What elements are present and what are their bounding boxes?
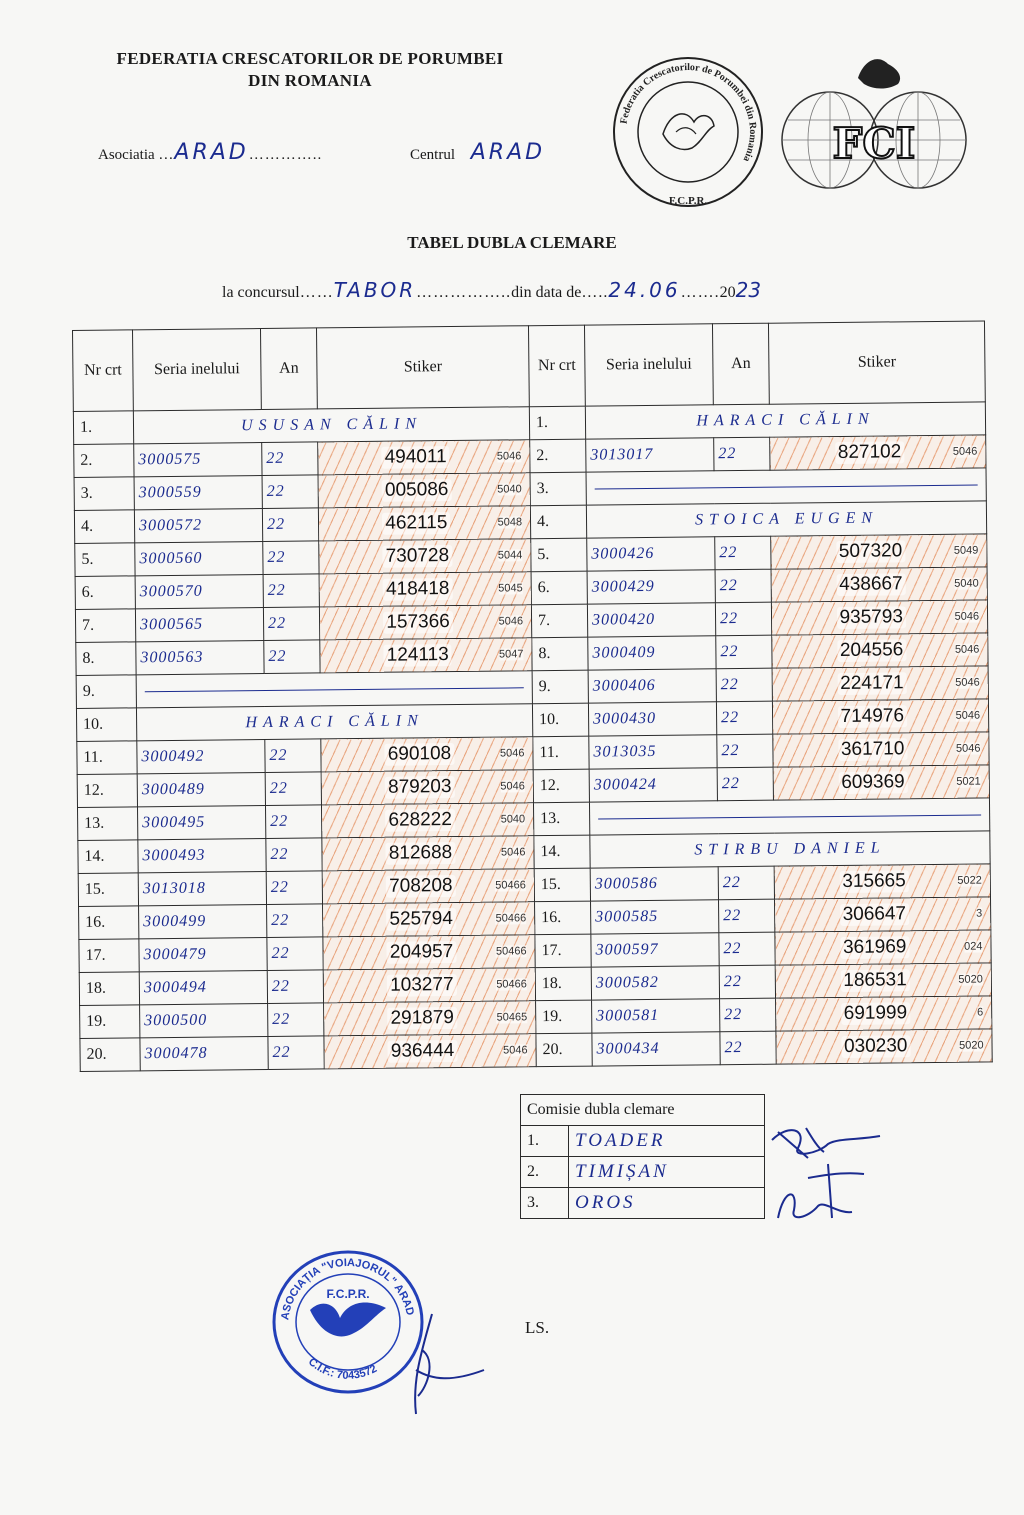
ring-year: 22 xyxy=(719,965,775,999)
sticker-code: 5021 xyxy=(956,775,981,788)
ring-series: 3000586 xyxy=(590,867,718,901)
sticker-number: 224171 xyxy=(837,672,907,695)
stamp-middle-text: F.C.P.R. xyxy=(326,1287,370,1301)
ring-series: 3000494 xyxy=(139,970,267,1004)
sticker-cell xyxy=(322,869,534,904)
commission-nr: 1. xyxy=(521,1126,569,1157)
asociatia-label: Asociatia xyxy=(98,147,155,163)
ring-year: 22 xyxy=(264,640,320,674)
header-stiker-left: Stiker xyxy=(316,326,529,409)
row-number: 16. xyxy=(79,906,139,940)
owner-name: STOICA EUGEN xyxy=(586,501,986,538)
sticker-number: 936444 xyxy=(388,1040,458,1063)
owner-name: HARACI CĂLIN xyxy=(585,402,985,439)
ring-series: 3013018 xyxy=(138,871,266,905)
contest-value: TABOR xyxy=(333,278,417,302)
ring-series: 3000560 xyxy=(135,542,263,576)
ring-series: 3000597 xyxy=(591,933,719,967)
ring-series: 3000434 xyxy=(592,1032,720,1066)
sticker-code: 5046 xyxy=(955,709,981,722)
row-number: 6. xyxy=(75,576,135,610)
row-number: 5. xyxy=(75,543,135,577)
ring-series: 3000575 xyxy=(134,443,262,477)
owner-name: USUSAN CĂLIN xyxy=(133,407,529,444)
sticker-code: 3 xyxy=(975,907,983,920)
ring-series: 3000565 xyxy=(135,608,263,642)
president-signature xyxy=(392,1310,492,1420)
row-number: 9. xyxy=(532,670,588,704)
row-number: 1. xyxy=(73,411,133,445)
ring-year: 22 xyxy=(716,635,772,669)
owner-name: STIRBU DANIEL xyxy=(590,831,990,868)
sticker-number: 361710 xyxy=(838,738,908,761)
sticker-cell xyxy=(319,539,531,574)
sticker-code: 5020 xyxy=(958,973,983,986)
header-an-left: An xyxy=(260,328,317,410)
row-number: 19. xyxy=(80,1005,140,1039)
row-number: 4. xyxy=(530,505,586,539)
sticker-cell xyxy=(323,935,535,970)
sticker-cell xyxy=(324,1034,536,1069)
sticker-cell xyxy=(772,699,988,734)
header-nr-left: Nr crt xyxy=(73,330,134,412)
sticker-number: 525794 xyxy=(386,908,456,931)
sticker-code: 50465 xyxy=(496,1011,528,1024)
commission-row xyxy=(521,1188,765,1219)
ring-year: 22 xyxy=(268,1036,324,1070)
sticker-code: 5040 xyxy=(500,813,526,826)
sticker-cell xyxy=(318,506,530,541)
sticker-code: 50466 xyxy=(496,978,527,991)
commission-row xyxy=(521,1157,765,1188)
sticker-number: 507320 xyxy=(836,540,906,563)
sticker-number: 714976 xyxy=(837,705,907,728)
ring-year: 22 xyxy=(267,937,323,971)
header-seria-left: Seria inelului xyxy=(133,329,262,411)
row-number: 15. xyxy=(534,868,590,902)
row-number: 20. xyxy=(80,1038,140,1072)
row-number: 17. xyxy=(535,934,591,968)
row-number: 19. xyxy=(536,1000,592,1034)
stamp-bottom-text: C.I.F.: 7043572 xyxy=(305,1355,379,1382)
sticker-number: 494011 xyxy=(382,446,450,469)
sticker-number: 462115 xyxy=(382,512,450,535)
sticker-number: 812688 xyxy=(386,842,456,865)
sticker-cell xyxy=(318,473,530,508)
ring-year: 22 xyxy=(719,932,775,966)
sticker-code: 5049 xyxy=(953,544,979,557)
commission-name: OROS xyxy=(569,1188,765,1219)
commission-name: TIMIȘAN xyxy=(569,1157,765,1188)
ring-year: 22 xyxy=(718,866,774,900)
ring-year: 22 xyxy=(714,437,770,471)
ring-series: 3000559 xyxy=(134,476,262,510)
centrul-value: ARAD xyxy=(470,140,546,165)
sticker-cell xyxy=(319,572,531,607)
ring-year: 22 xyxy=(720,1031,776,1065)
ring-year: 22 xyxy=(267,904,323,938)
sticker-number: 361969 xyxy=(840,936,910,959)
sticker-number: 418418 xyxy=(383,578,453,601)
stamp-top-text: ASOCIAȚIA "VOIAJORUL" ARAD xyxy=(279,1256,417,1321)
ring-series: 3000582 xyxy=(591,966,719,1000)
row-number: 8. xyxy=(76,642,136,676)
sticker-number: 204957 xyxy=(387,941,457,964)
ring-year: 22 xyxy=(265,739,321,773)
sticker-code: 50466 xyxy=(495,945,527,958)
centrul-label: Centrul xyxy=(410,147,455,163)
sticker-number: 315665 xyxy=(839,870,909,893)
sticker-cell xyxy=(771,600,987,635)
fci-text: FCI xyxy=(832,119,916,168)
ring-series: 3000420 xyxy=(587,603,715,637)
commission-nr: 3. xyxy=(521,1188,569,1219)
ring-series: 3000570 xyxy=(135,575,263,609)
ring-series: 3000493 xyxy=(138,838,266,872)
sticker-code: 5046 xyxy=(954,643,980,656)
sticker-cell xyxy=(775,963,991,998)
sticker-code: 5046 xyxy=(954,610,980,623)
sticker-number: 628222 xyxy=(385,809,455,832)
row-number: 6. xyxy=(531,571,587,605)
sticker-number: 030230 xyxy=(841,1035,911,1058)
ring-series: 3000426 xyxy=(587,537,715,571)
row-number: 3. xyxy=(74,477,134,511)
sticker-code: 5020 xyxy=(958,1039,984,1052)
ring-series: 3000563 xyxy=(136,641,264,675)
ring-year: 22 xyxy=(715,569,771,603)
row-number: 11. xyxy=(533,736,589,770)
header-nr-right: Nr crt xyxy=(528,325,585,407)
contest-label: la concursul xyxy=(222,284,300,301)
year-suffix: 23 xyxy=(735,278,762,302)
header-stiker-right: Stiker xyxy=(768,321,985,404)
ring-year: 22 xyxy=(262,442,318,476)
fcpr-ring-text: Federatia Crescatorilor de Porumbei din Romania xyxy=(618,61,759,164)
ring-year: 22 xyxy=(267,970,323,1004)
sticker-code: 5045 xyxy=(498,582,523,595)
double-clamping-table xyxy=(72,320,993,1072)
sticker-code: 5046 xyxy=(499,747,525,760)
blank-row-line xyxy=(589,798,989,835)
sticker-code: 5046 xyxy=(498,615,524,628)
sticker-cell xyxy=(775,930,991,965)
fci-logo xyxy=(778,50,974,200)
sticker-cell xyxy=(773,765,989,800)
sticker-number: 935793 xyxy=(836,606,906,629)
row-number: 2. xyxy=(74,444,134,478)
commission-title: Comisie dubla clemare xyxy=(521,1095,765,1126)
sticker-code: 5047 xyxy=(498,648,524,661)
sticker-cell xyxy=(321,770,533,805)
ring-series: 3000492 xyxy=(137,740,265,774)
ring-year: 22 xyxy=(715,602,771,636)
sticker-code: 5046 xyxy=(952,445,978,458)
sticker-cell xyxy=(776,996,992,1031)
row-number: 7. xyxy=(75,609,135,643)
sticker-code: 5046 xyxy=(496,450,522,463)
blank-row-line xyxy=(136,671,532,708)
table-header-row xyxy=(73,321,986,412)
fcpr-abbrev: F.C.P.R. xyxy=(668,195,708,207)
row-number: 15. xyxy=(78,873,138,907)
fcpr-logo xyxy=(608,52,768,212)
row-number: 14. xyxy=(78,840,138,874)
ring-year: 22 xyxy=(262,475,318,509)
sticker-code: 024 xyxy=(964,940,983,953)
sticker-number: 609369 xyxy=(838,771,908,794)
ring-series: 3013017 xyxy=(586,438,714,472)
sticker-cell xyxy=(772,666,988,701)
sticker-number: 291879 xyxy=(387,1007,457,1030)
ring-series: 3000429 xyxy=(587,570,715,604)
ring-series: 3000478 xyxy=(140,1036,268,1070)
sticker-number: 827102 xyxy=(835,441,905,464)
ring-series: 3000406 xyxy=(588,669,716,703)
sticker-number: 879203 xyxy=(385,776,455,799)
ring-year: 22 xyxy=(716,668,772,702)
contest-line: la concursul……TABOR……………..din data de…..24.06…….2023 xyxy=(222,278,762,302)
row-number: 3. xyxy=(530,472,586,506)
sticker-code: 5046 xyxy=(500,846,526,859)
row-number: 20. xyxy=(536,1033,592,1067)
sticker-cell xyxy=(323,968,535,1003)
sticker-code: 5022 xyxy=(957,874,982,887)
sticker-code: 5046 xyxy=(955,742,981,755)
ring-year: 22 xyxy=(266,838,322,872)
sticker-number: 124113 xyxy=(384,644,452,667)
ring-series: 3000495 xyxy=(137,805,265,839)
sticker-number: 691999 xyxy=(841,1002,911,1025)
sticker-number: 186531 xyxy=(840,969,910,992)
ring-series: 3000585 xyxy=(591,900,719,934)
sticker-cell xyxy=(320,638,532,673)
ring-series: 3000581 xyxy=(592,999,720,1033)
sticker-number: 103277 xyxy=(387,974,457,997)
row-number: 9. xyxy=(76,675,136,709)
ring-year: 22 xyxy=(263,574,319,608)
year-prefix: 20 xyxy=(719,284,736,301)
commission-table xyxy=(520,1094,765,1219)
ring-series: 3000499 xyxy=(139,904,267,938)
row-number: 11. xyxy=(77,741,137,775)
document-title: TABEL DUBLA CLEMARE xyxy=(407,233,617,252)
date-value: 24.06 xyxy=(608,278,681,302)
commission-nr: 2. xyxy=(521,1157,569,1188)
row-number: 17. xyxy=(79,939,139,973)
ring-year: 22 xyxy=(265,805,321,839)
row-number: 18. xyxy=(535,967,591,1001)
sticker-cell xyxy=(771,567,987,602)
sticker-code: 50466 xyxy=(495,879,526,892)
sticker-number: 690108 xyxy=(385,743,455,766)
ring-year: 22 xyxy=(719,899,775,933)
sticker-code: 5046 xyxy=(500,780,525,793)
sticker-code: 5044 xyxy=(497,549,523,562)
ring-series: 3013035 xyxy=(589,735,717,769)
ring-series: 3000489 xyxy=(137,773,265,807)
ring-series: 3000500 xyxy=(140,1003,268,1037)
sticker-cell xyxy=(773,732,989,767)
commission-row xyxy=(521,1126,765,1157)
sticker-code: 5040 xyxy=(497,483,522,496)
ring-year: 22 xyxy=(717,767,773,801)
sticker-number: 730728 xyxy=(383,545,453,568)
commission-name: TOADER xyxy=(569,1126,765,1157)
row-number: 12. xyxy=(77,774,137,808)
svg-text:C.I.F.: 7043572 xyxy=(306,1356,379,1382)
sticker-number: 438667 xyxy=(836,573,906,596)
ring-series: 3000572 xyxy=(134,509,262,543)
federation-line-2: DIN ROMANIA xyxy=(248,71,372,90)
header-an-right: An xyxy=(712,323,769,405)
ring-year: 22 xyxy=(720,998,776,1032)
sticker-number: 157366 xyxy=(383,611,453,634)
sticker-code: 50466 xyxy=(495,912,527,925)
ring-year: 22 xyxy=(265,772,321,806)
row-number: 7. xyxy=(531,604,587,638)
asociatia-value: ARAD xyxy=(174,140,249,165)
sticker-number: 005086 xyxy=(382,479,452,502)
ring-year: 22 xyxy=(715,536,771,570)
ring-year: 22 xyxy=(262,508,318,542)
sticker-cell xyxy=(318,440,530,475)
commission-header-row xyxy=(521,1095,765,1126)
row-number: 1. xyxy=(529,406,585,440)
row-number: 4. xyxy=(74,510,134,544)
sticker-cell xyxy=(321,803,533,838)
federation-line-1: FEDERATIA CRESCATORILOR DE PORUMBEI xyxy=(116,49,504,68)
commission-signatures xyxy=(768,1118,888,1230)
ring-year: 22 xyxy=(263,541,319,575)
ring-series: 3000409 xyxy=(588,636,716,670)
ring-year: 22 xyxy=(716,701,772,735)
row-number: 18. xyxy=(79,972,139,1006)
table-body xyxy=(73,402,992,1072)
row-number: 5. xyxy=(531,538,587,572)
row-number: 13. xyxy=(78,807,138,841)
asociatia-field: Asociatia …ARAD………….. xyxy=(98,140,323,165)
sticker-cell xyxy=(324,1001,536,1036)
sticker-code: 5046 xyxy=(503,1044,528,1057)
header-seria-right: Seria inelului xyxy=(584,324,713,406)
row-number: 10. xyxy=(76,708,136,742)
sticker-code: 5040 xyxy=(954,577,979,590)
sticker-cell xyxy=(322,836,534,871)
sticker-cell xyxy=(321,737,533,772)
row-number: 14. xyxy=(534,835,590,869)
ring-series: 3000430 xyxy=(588,702,716,736)
sticker-cell xyxy=(770,435,986,470)
blank-row-line xyxy=(586,468,986,505)
sticker-number: 204556 xyxy=(837,639,907,662)
row-number: 16. xyxy=(535,901,591,935)
sticker-cell xyxy=(776,1029,992,1064)
sticker-number: 708208 xyxy=(386,875,456,898)
ring-year: 22 xyxy=(266,871,322,905)
sticker-cell xyxy=(319,605,531,640)
sticker-code: 5046 xyxy=(955,676,980,689)
ring-series: 3000479 xyxy=(139,937,267,971)
owner-name: HARACI CĂLIN xyxy=(136,704,532,741)
row-number: 2. xyxy=(530,439,586,473)
ring-year: 22 xyxy=(717,734,773,768)
sticker-number: 306647 xyxy=(840,903,910,926)
sticker-code: 6 xyxy=(977,1006,984,1019)
sticker-cell xyxy=(772,633,988,668)
sticker-cell xyxy=(771,534,987,569)
row-number: 10. xyxy=(532,703,588,737)
centrul-field xyxy=(410,140,545,165)
row-number: 8. xyxy=(532,637,588,671)
row-number: 12. xyxy=(533,769,589,803)
ls-label: LS. xyxy=(525,1318,550,1337)
federation-title xyxy=(60,48,560,92)
sticker-cell xyxy=(323,902,535,937)
sticker-code: 5048 xyxy=(497,516,523,529)
sticker-cell xyxy=(774,897,990,932)
ring-series: 3000424 xyxy=(589,768,717,802)
sticker-cell xyxy=(774,864,990,899)
ring-year: 22 xyxy=(268,1003,324,1037)
ring-year: 22 xyxy=(263,607,319,641)
row-number: 13. xyxy=(533,802,589,836)
date-label: din data de xyxy=(511,284,582,301)
